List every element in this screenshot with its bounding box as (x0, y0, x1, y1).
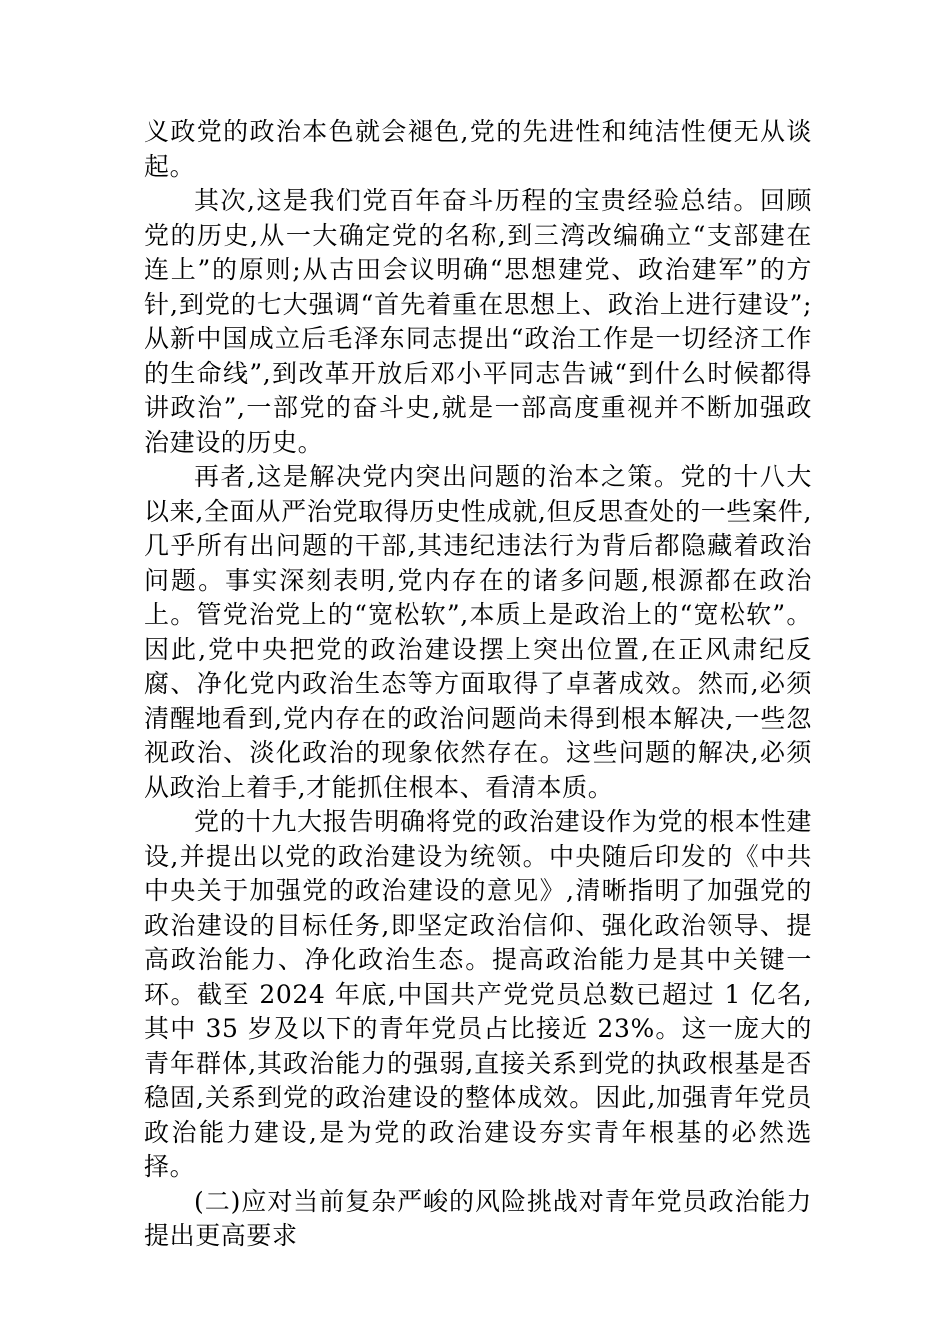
paragraph-nineteenth-congress: 党的十九大报告明确将党的政治建设作为党的根本性建设,并提出以党的政治建设为统领。中央随后印发的《中共中央关于加强党的政治建设的意见》,清晰指明了加强党的政治建设的目标任务,即坚定政治信仰、强化政治领导、提高政治能力、净化政治生态。提高政治能力是其中关键一环。截至 2024 年底,中国共产党党员总数已超过 1 亿名,其中 35 岁及以下的青年党员占比接近 23%。这一庞大的青年群体,其政治能力的强弱,直接关系到党的执政根基是否稳固,关系到党的政治建设的整体成效。因此,加强青年党员政治能力建设,是为党的政治建设夯实青年根基的必然选择。 (144, 807, 812, 1181)
paragraph-problem-solving: 再者,这是解决党内突出问题的治本之策。党的十八大以来,全面从严治党取得历史性成就,但反思查处的一些案件,几乎所有出问题的干部,其违纪违法行为背后都隐藏着政治问题。事实深刻表明,党内存在的诸多问题,根源都在政治上。管党治党上的“宽松软”,本质上是政治上的“宽松软”。因此,党中央把党的政治建设摆上突出位置,在正风肃纪反腐、净化党内政治生态等方面取得了卓著成效。然而,必须清醒地看到,党内存在的政治问题尚未得到根本解决,一些忽视政治、淡化政治的现象依然存在。这些问题的解决,必须从政治上着手,才能抓住根本、看清本质。 (144, 462, 812, 802)
document-body (144, 115, 812, 1254)
paragraph-continuation: 义政党的政治本色就会褪色,党的先进性和纯洁性便无从谈起。 (144, 117, 812, 181)
section-heading: (二)应对当前复杂严峻的风险挑战对青年党员政治能力提出更高要求 (144, 1186, 812, 1250)
paragraph-history-experience: 其次,这是我们党百年奋斗历程的宝贵经验总结。回顾党的历史,从一大确定党的名称,到三湾改编确立“支部建在连上”的原则;从古田会议明确“思想建党、政治建军”的方针,到党的七大强调“首先着重在思想上、政治上进行建设”;从新中国成立后毛泽东同志提出“政治工作是一切经济工作的生命线”,到改革开放后邓小平同志告诫“到什么时候都得讲政治”,一部党的奋斗史,就是一部高度重视并不断加强政治建设的历史。 (144, 186, 812, 457)
